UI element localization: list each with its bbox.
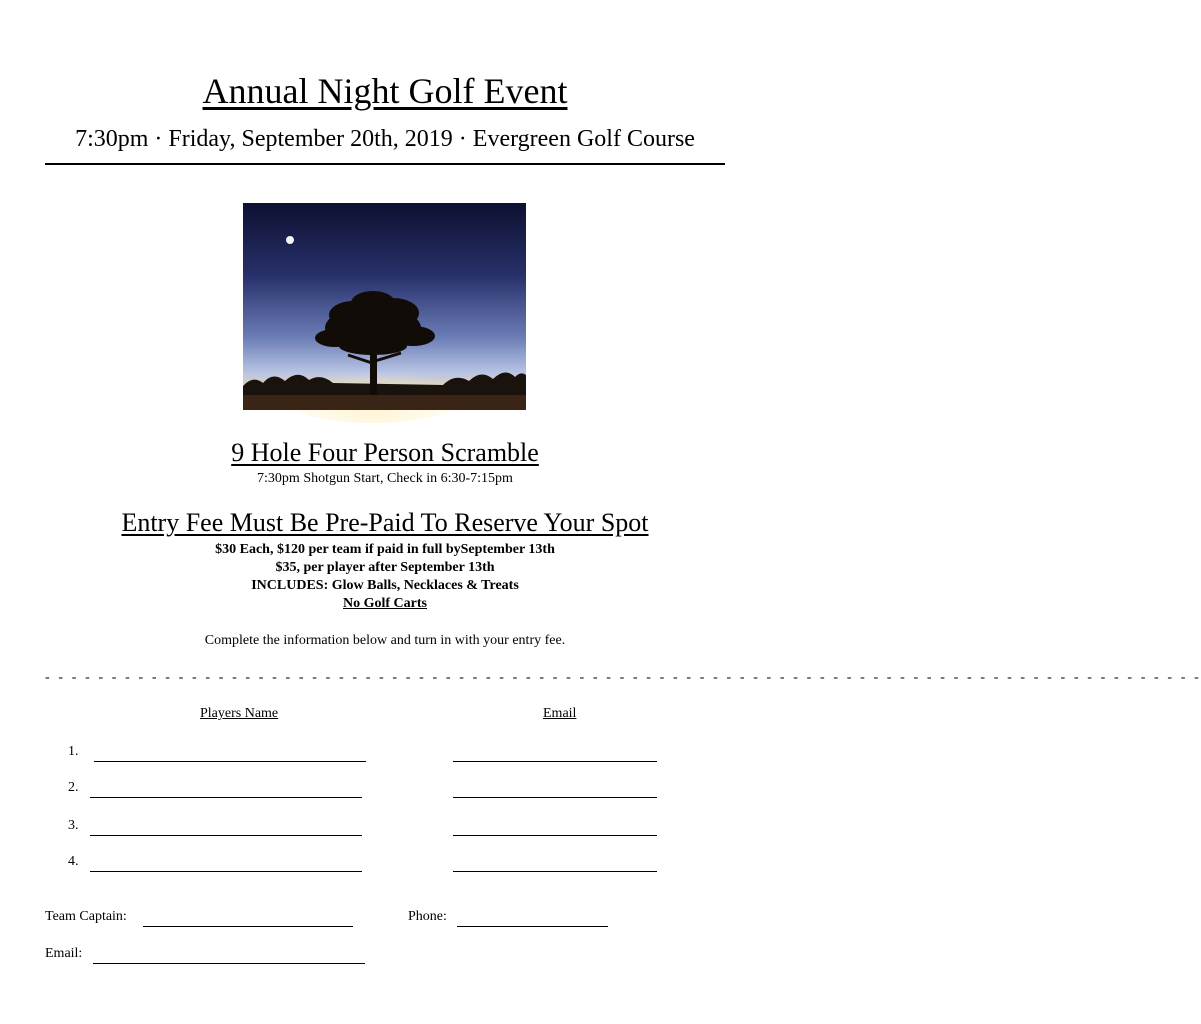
entry-fee-heading: Entry Fee Must Be Pre-Paid To Reserve Your Spot [121,508,649,537]
row-number: 2. [68,780,79,795]
player-name-field[interactable] [90,871,362,872]
captain-email-label: Email: [45,946,83,961]
row-number: 4. [68,854,79,869]
phone-field[interactable] [457,926,608,927]
no-carts-line: No Golf Carts [343,596,427,611]
player-email-field[interactable] [453,761,657,762]
header-divider [45,163,725,165]
player-email-field[interactable] [453,797,657,798]
start-time: 7:30pm Shotgun Start, Check in 6:30-7:15pm [257,471,513,486]
player-name-field[interactable] [90,797,362,798]
player-email-field[interactable] [453,835,657,836]
moon-icon [286,236,294,244]
player-name-field[interactable] [90,835,362,836]
event-name: 9 Hole Four Person Scramble [231,438,539,467]
row-number: 3. [68,818,79,833]
event-details: 7:30pm · Friday, September 20th, 2019 · Evergreen Golf Course [75,126,695,152]
fee-line: $30 Each, $120 per team if paid in full bySeptember 13th [215,542,555,557]
players-name-header: Players Name [200,706,279,721]
night-tree-photo [243,203,526,410]
email-header: Email [543,706,577,721]
page-title: Annual Night Golf Event [202,71,568,111]
player-email-field[interactable] [453,871,657,872]
tree-moon-illustration [243,203,526,410]
team-captain-label: Team Captain: [45,909,127,924]
phone-label: Phone: [408,909,447,924]
cut-line: - - - - - - - - - - - - - - - - - - - - - - - - - - - - - - - - - - - - - - - - - - - - - - - - - - - - - - - - - - - - - - - - - - - - - - - - - - - - - - - - - - - - - - - [45,670,1201,685]
captain-email-field[interactable] [93,963,365,964]
row-number: 1. [68,744,79,759]
player-name-field[interactable] [94,761,366,762]
fee-line: $35, per player after September 13th [275,560,495,575]
includes-line: INCLUDES: Glow Balls, Necklaces & Treats [251,578,519,593]
team-captain-field[interactable] [143,926,353,927]
instructions: Complete the information below and turn in with your entry fee. [204,633,566,648]
